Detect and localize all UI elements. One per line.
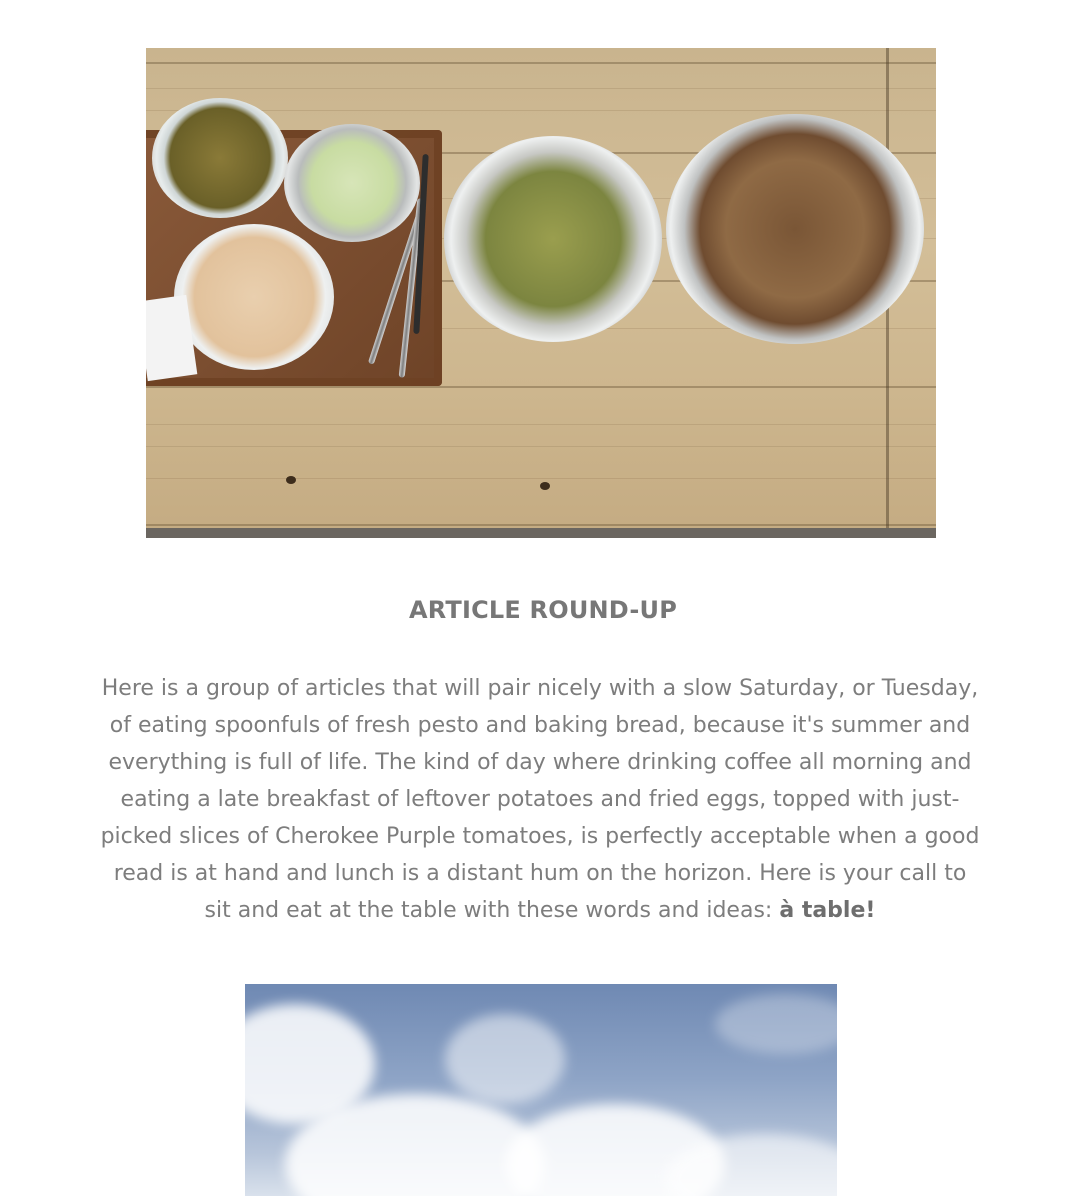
article-body-text: Here is a group of articles that will pair nicely with a slow Saturday, or Tuesday, of eating spoonfuls of fresh pesto and baking bread, because it's summer and everything is full of life. The kind of day where drinking coffee all morning and eating a late breakfast of leftover potatoes and fried eggs, topped with just-picked slices of Cherokee Purple tomatoes, is perfectly acceptable when a good read is at hand and lunch is a distant hum on the horizon. Here is your call to sit and eat at the table with these words and ideas: xyxy=(100,676,980,923)
article-title: ARTICLE ROUND-UP xyxy=(409,596,677,624)
article-body xyxy=(100,670,980,929)
article-photo-food-table xyxy=(146,48,936,538)
article-photo-sky xyxy=(245,984,837,1196)
article-body-emphasis: à table! xyxy=(779,898,876,923)
